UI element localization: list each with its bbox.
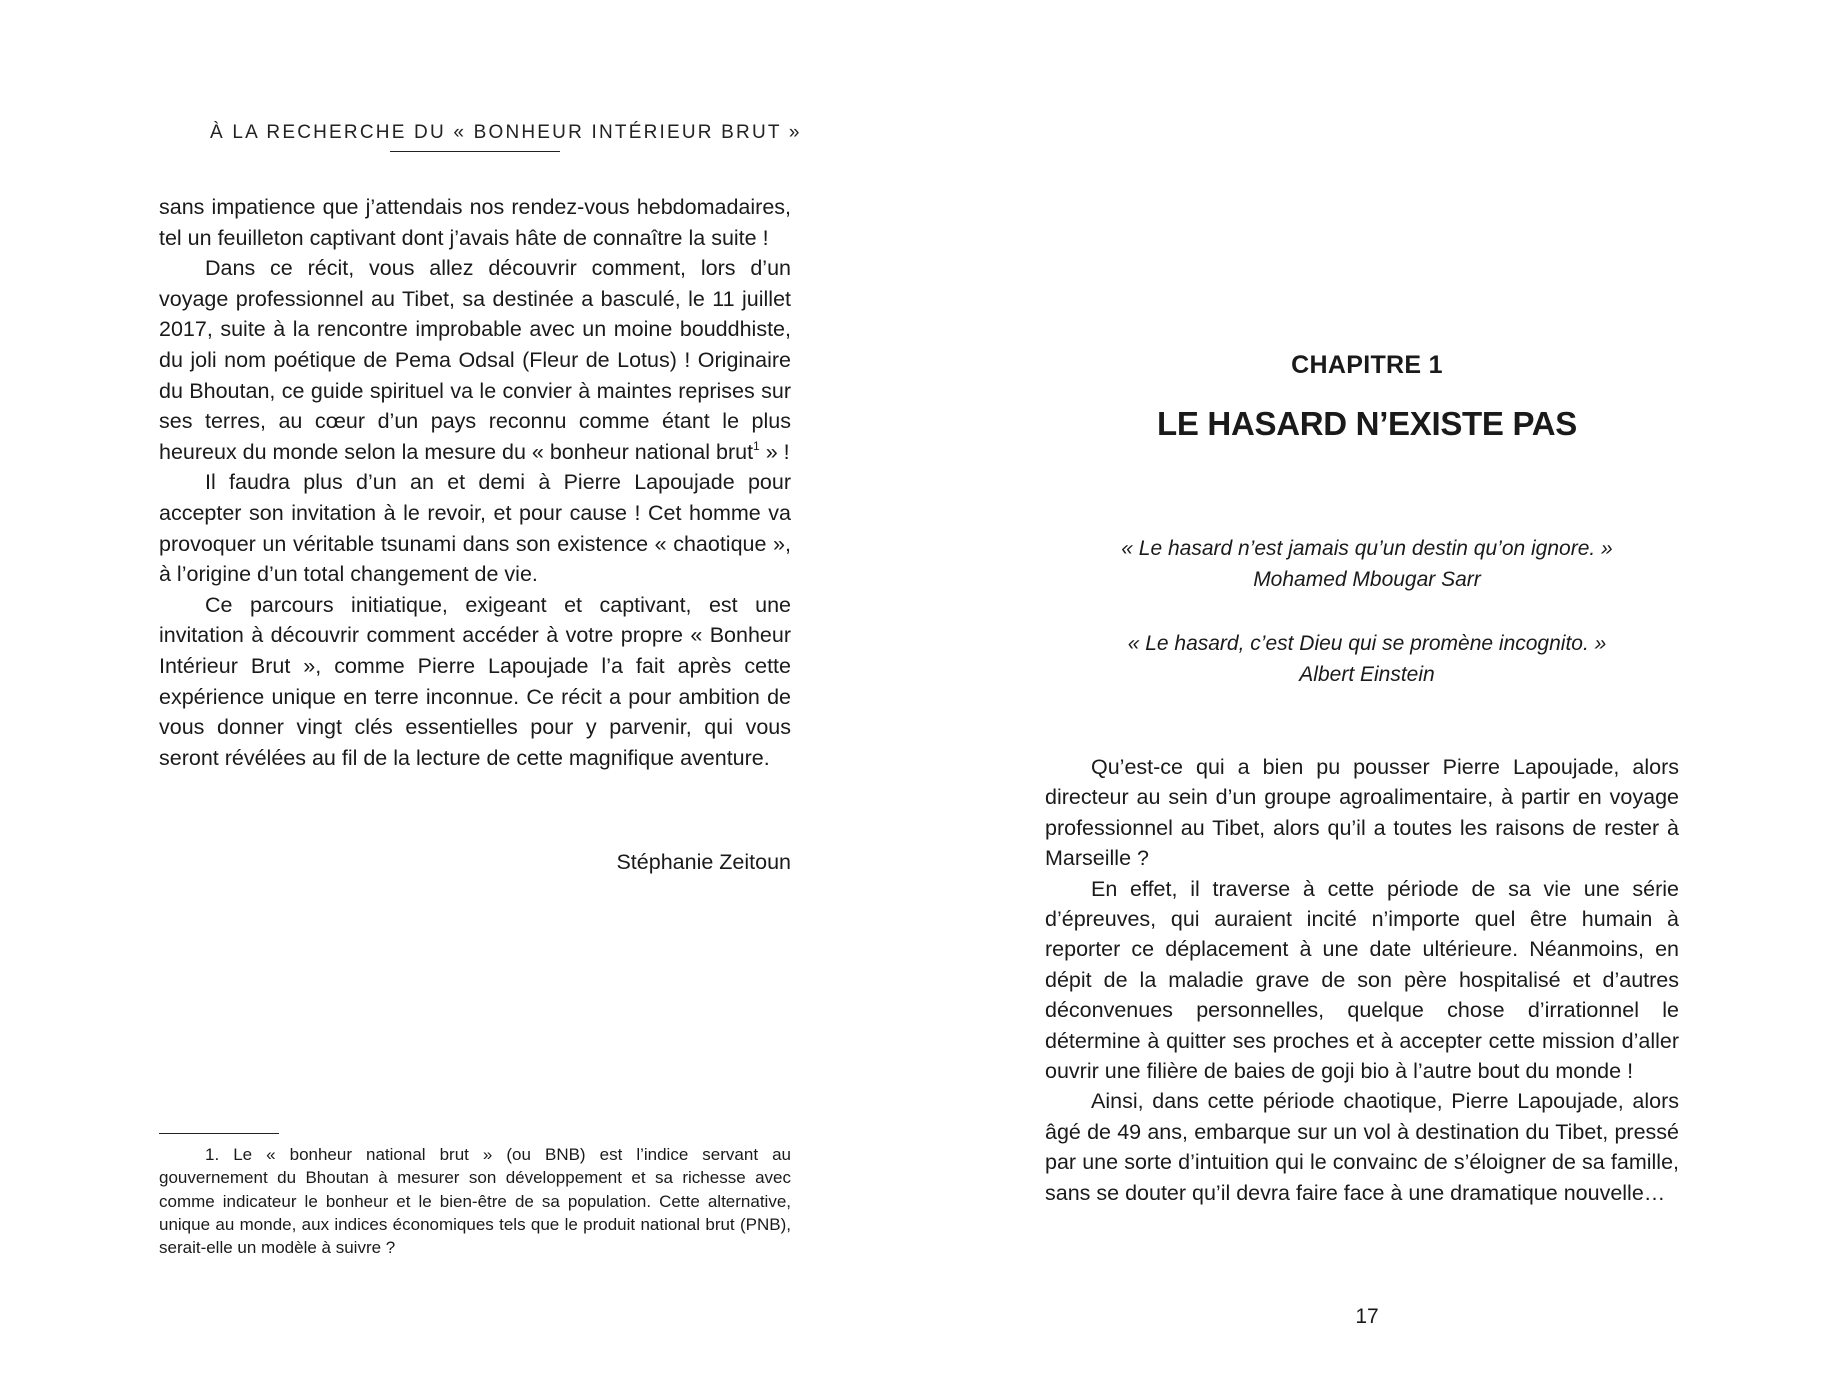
preface-text [159,192,791,773]
footnote-rule [159,1133,279,1134]
paragraph-text-end: » ! [759,439,790,464]
epigraph [911,533,1823,595]
running-head-rule [390,151,560,152]
chapter-number: CHAPITRE 1 [1291,351,1443,379]
paragraph-text: Dans ce récit, vous allez découvrir comment, lors d’un voyage professionnel au Tibet, sa destinée a basculé, le 11 juillet 2017, suite à la rencontre improbable avec un moine bouddhiste, du joli nom poétique de Pema Odsal (Fleur de Lotus) ! Originaire du Bhoutan, ce guide spirituel va le convier à maintes reprises sur ses terres, au cœur d’un pays reconnu comme étant le plus heureux du monde selon la mesure du « bonheur national brut [159,256,791,464]
paragraph: Ce parcours initiatique, exigeant et captivant, est une invitation à découvrir comment accéder à votre propre « Bonheur Intérieur Brut », comme Pierre Lapoujade l’a fait après cette expérience unique en terre inconnue. Ce récit a pour ambition de vous donner vingt clés essentielles pour y parvenir, qui vous seront révélées au fil de la lecture de cette magnifique aventure. [159,592,791,770]
right-page [911,0,1823,1400]
paragraph: En effet, il traverse à cette période de sa vie une série d’épreuves, qui auraient incité n’importe quel être humain à reporter ce déplacement à une date ultérieure. Néanmoins, en dépit de la maladie grave de son père hospitalisé et d’autres déconvenues personnelles, quelque chose d’irrationnel le détermine à quitter ses proches et à accepter cette mission d’aller ouvrir une filière de baies de goji bio à l’autre bout du monde ! [1045,876,1679,1084]
paragraph [159,253,791,467]
chapter-text [1045,752,1679,1208]
epigraph-author: Albert Einstein [1299,663,1435,686]
paragraph: Ainsi, dans cette période chaotique, Pierre Lapoujade, alors âgé de 49 ans, embarque sur un vol à destination du Tibet, pressé par une sorte d’intuition qui le convainc de s’éloigner de sa famille, sans se douter qu’il devra faire face à une dramatique nouvelle… [1045,1089,1679,1205]
page-number: 17 [1355,1305,1379,1328]
footnote-text: 1. Le « bonheur national brut » (ou BNB) est l’indice servant au gouvernement du Bhoutan à mesurer son développement et sa richesse avec comme indicateur le bonheur et le bien-être de sa population. Cette alternative, unique au monde, aux indices économiques tels que le produit national brut (PNB), serait-elle un modèle à suivre ? [159,1145,791,1258]
epigraph-quote: « Le hasard n’est jamais qu’un destin qu’on ignore. » [1121,537,1613,560]
signature: Stéphanie Zeitoun [616,850,791,874]
paragraph: Il faudra plus d’un an et demi à Pierre Lapoujade pour accepter son invitation à le revoir, et pour cause ! Cet homme va provoquer un véritable tsunami dans son existence « chaotique », à l’origine d’un total changement de vie. [159,470,791,587]
paragraph: sans impatience que j’attendais nos rendez-vous hebdomadaires, tel un feuilleton captivant dont j’avais hâte de connaître la suite ! [159,195,791,250]
footnote [159,1143,791,1259]
paragraph: Qu’est-ce qui a bien pu pousser Pierre Lapoujade, alors directeur au sein d’un groupe agroalimentaire, à partir en voyage professionnel au Tibet, alors qu’il a toutes les raisons de rester à Marseille ? [1045,755,1679,871]
epigraph-quote: « Le hasard, c’est Dieu qui se promène incognito. » [1127,632,1607,655]
left-page [0,0,911,1400]
epigraph-author: Mohamed Mbougar Sarr [1253,568,1481,591]
epigraph [911,628,1823,690]
running-head: À LA RECHERCHE DU « BONHEUR INTÉRIEUR BRUT » [210,122,802,143]
chapter-title: LE HASARD N’EXISTE PAS [1156,405,1577,442]
footnote-ref[interactable]: 1 [753,438,760,453]
